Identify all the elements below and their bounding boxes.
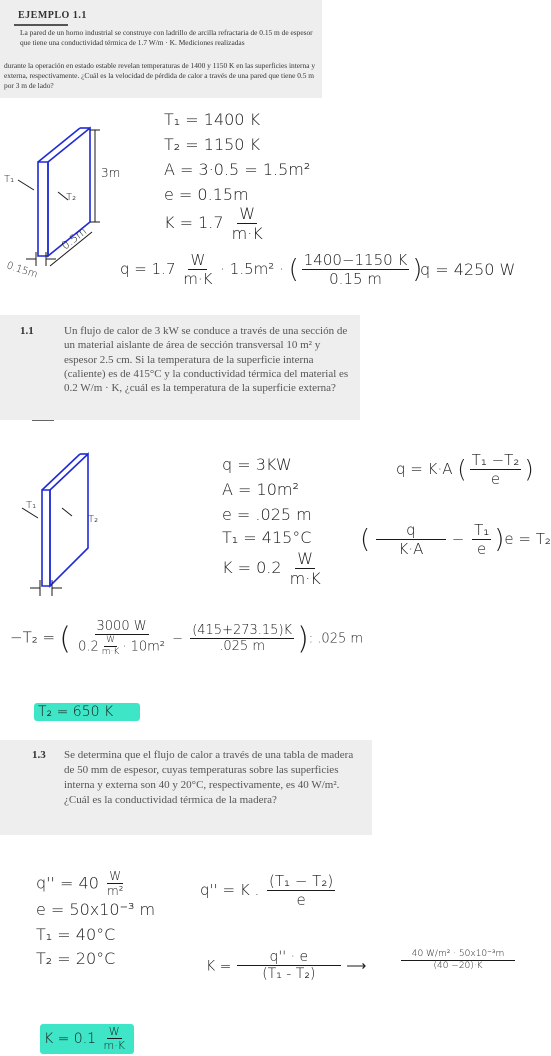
sol2-thickness: e = .025 m (222, 505, 312, 524)
example-text-bottom: durante la operación en estado estable revelan temperaturas de 1400 y 1150 K en las superficies interna y externa, respectivamente. ¿Cuál es la velocidad de pérdida de calor a través de una pared que tiene 0.5 m por 3 m de lado? (4, 61, 316, 90)
sol2-calc-tail: : .025 m (308, 631, 364, 647)
sol1-k-num: W (239, 204, 256, 223)
sol1-heat-equation: q = 1.7 $\frac{W}{m\cdot K}$ · 1.5m² · ( $\frac{1400-1150 K}{0.15 m}$ ) (120, 251, 423, 288)
sol2-calc-den1-b: · 10m² (122, 639, 165, 655)
sol2-formula: q = K·A ( $\frac{\text{T₁ −T₂}}{e}$ ) (396, 451, 534, 488)
sol1-q-frac-num: 1400−1150 K (303, 251, 408, 269)
sol3-k-num: q'' · e (237, 950, 341, 966)
sol2-calc-num2: (415+273.15)K (192, 622, 293, 638)
sol2-calc-den2: .025 m (219, 639, 265, 655)
sol2-k-num: W (297, 549, 314, 568)
sol3-t1: T₁ = 40°C (36, 925, 116, 944)
sol3-thickness: e = 50x10⁻³ m (36, 900, 156, 919)
sol2-conductivity (222, 550, 324, 587)
sol2-iso-t1-den: e (477, 539, 487, 558)
problem1-3-text: Se determina que el flujo de calor a través de una tabla de madera de 50 mm de espesor, cuyas temperaturas sobre las superficies interna y externa son 40 y 20°C, respectivamente, es 40 W/m². ¿Cuál es la conductividad térmica de la madera? (64, 749, 354, 806)
sol3-result-left: K = 0.1 (44, 1031, 97, 1047)
sol2-calc-minus: − (172, 631, 184, 647)
sol3-result (40, 1024, 134, 1054)
sol1-q-den: m·K (183, 269, 213, 288)
sol2-result: T₂ = 650 K (34, 703, 140, 721)
sol2-area: A = 10m² (222, 480, 299, 499)
sol3-formula-num: (T₁ − T₂) (269, 872, 334, 890)
sol3-sub-num: 40 W/m² · 50x10⁻³m (401, 950, 515, 961)
sol2-calc-den1 (78, 635, 165, 658)
sol1-q-frac-den: 0.15 m (329, 269, 382, 288)
sol3-formula (200, 873, 338, 908)
sol3-formula-den: e (296, 890, 306, 909)
sol2-iso-t1-num: T₁ (474, 521, 490, 539)
sol1-conductivity (164, 205, 266, 242)
sol3-formula-left: q'' = K . (200, 881, 260, 899)
sol3-q-den: m² (106, 884, 124, 899)
sol2-iso-num: q (376, 522, 446, 540)
wall2-label-t1: T₁ (26, 500, 37, 511)
sol2-calc-den1-a: 0.2 (78, 639, 99, 655)
sol1-t1: T₁ = 1400 K (164, 110, 261, 129)
sol1-k-den: m·K (231, 223, 263, 243)
sol1-result: q = 4250 W (420, 260, 516, 279)
problem1-1-number: 1.1 (20, 325, 34, 337)
sol1-q-mid: · 1.5m² · (220, 260, 284, 278)
wall1-label-t2: T₂ (66, 192, 77, 203)
sol2-calc-left: −T₂ = (10, 628, 56, 647)
sol1-t2: T₂ = 1150 K (164, 135, 261, 154)
sol2-formula-den: e (490, 469, 501, 488)
sol2-calc-den1-den: m·K (101, 647, 120, 658)
example-title-rule (14, 24, 68, 26)
example-text-top: La pared de un horno industrial se construye con ladrillo de arcilla refractaria de 0.15 m de espesor que tiene una conductividad térmica de 1.7 W/m · K. Mediciones realizadas (20, 28, 313, 47)
wall1-label-05m: 0.5m (58, 224, 90, 253)
sol2-calc-den1-num: W (106, 635, 115, 646)
wall1-label-015m: 0.15m (5, 260, 39, 281)
problem1-1-rule (32, 420, 54, 421)
sol3-q-left: q'' = 40 (36, 873, 99, 893)
sol3-result-num: W (108, 1024, 120, 1038)
sol2-iso-den: K·A (398, 539, 424, 558)
sol2-k-den: m·K (289, 568, 321, 588)
sol3-t2: T₂ = 20°C (36, 949, 116, 968)
sol2-k-left: K = 0.2 (222, 558, 282, 578)
example-title: EJEMPLO 1.1 (18, 10, 87, 21)
sol2-iso-minus: − (451, 530, 465, 548)
wall1-label-t1: T₁ (4, 174, 15, 185)
sol1-k-left: K = 1.7 (164, 213, 224, 233)
sol2-formula-num: T₁ −T₂ (471, 451, 520, 469)
sol3-arrow: ⟶ (346, 958, 367, 975)
sol2-formula-left: q = K·A (396, 460, 453, 478)
sol2-t1: T₁ = 415°C (222, 528, 312, 547)
problem1-1-text: Un flujo de calor de 3 kW se conduce a través de una sección de un material aislante de área de sección transversal 10 m² y espesor 2.5 cm. Si la temperatura de la superficie interna (caliente) es de 415°C y la conductividad térmica del material es 0.2 W/m · K, ¿cuál es la temperatura de la superficie externa? (64, 325, 349, 395)
sol1-q-prefix: q = 1.7 (120, 260, 176, 278)
wall2-label-t2: T₂ (88, 514, 99, 525)
sol1-area: A = 3·0.5 = 1.5m² (164, 160, 311, 179)
sol3-result-den: m·K (103, 1039, 125, 1052)
problem1-3-number: 1.3 (32, 749, 46, 761)
sol2-q: q = 3KW (222, 455, 292, 474)
sol3-substitution (400, 950, 516, 972)
sol3-sub-den: (40 −20)·K (433, 960, 483, 971)
sol3-k-left: K = (206, 958, 232, 975)
sol2-isolated-formula: ( $\frac{q}{K\cdot A}$ − $\frac{\text{T₁}}{e}$ )e = T₂ (360, 521, 551, 558)
sol1-q-num: W (190, 251, 206, 269)
sol2-iso-tail: e = T₂ (504, 530, 551, 548)
sol2-calc-num1: 3000 W (96, 619, 147, 634)
sol1-thickness: e = 0.15m (164, 185, 249, 204)
sol3-k-formula (206, 950, 366, 983)
sol2-calculation: −T₂ = ( 3000 W 0.2 $\frac{W}{m\cdot K}$ · 10m² − $\frac{(415+273.15)K}{.025 m}$ ): .025 m (10, 619, 364, 658)
wall-diagram-2 (0, 440, 130, 600)
sol3-q-num: W (109, 869, 122, 883)
sol3-k-den: (T₁ - T₂) (262, 966, 316, 983)
wall1-label-3m: 3m (101, 166, 121, 180)
sol3-heat-flux (36, 870, 126, 898)
